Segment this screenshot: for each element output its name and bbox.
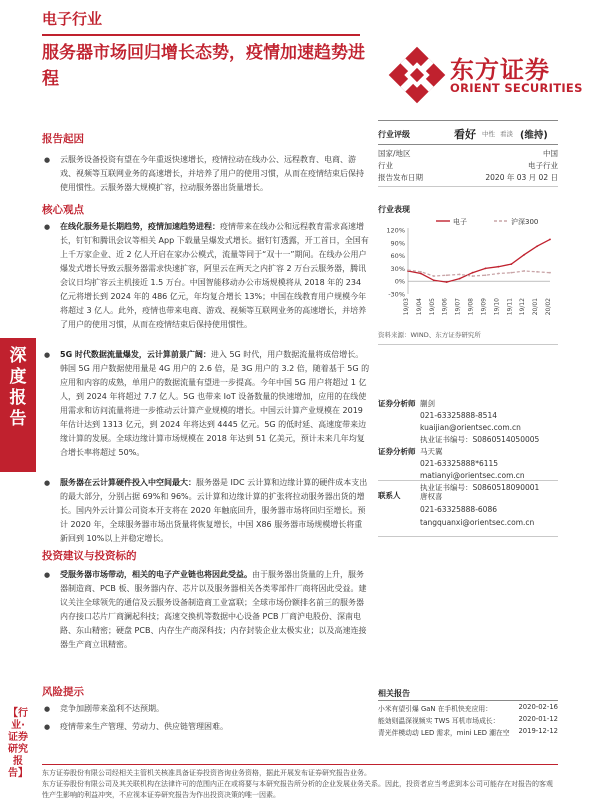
core-point-3-lead: 服务器在云计算硬件投入中空间最大：: [60, 478, 196, 487]
origin-paragraph: [42, 153, 370, 195]
data-point: [536, 271, 538, 273]
industry-heading: 电子行业: [42, 10, 103, 28]
logo-chinese-name: 东方证券: [450, 56, 550, 84]
rating-label: 行业评级: [378, 130, 410, 139]
x-tick-label: 19/08: [467, 298, 475, 316]
risk-item-2: ● 疫情带来生产管理、劳动力、供应链管理困难。: [42, 720, 370, 734]
y-tick-label: 0%: [394, 277, 405, 286]
x-tick-label: 20/01: [532, 298, 540, 316]
analyst-bottom-rule: [378, 480, 558, 481]
related-reports: [378, 688, 558, 748]
rating-bottom-rule: [378, 144, 558, 145]
section-title-invest: 投资建议与投资标的: [42, 550, 137, 562]
data-point: [472, 272, 474, 274]
contact-email[interactable]: tangquanxi@orientsec.com.cn: [420, 518, 535, 527]
chart-title: 行业表现: [378, 205, 410, 214]
core-point-1-lead: 在线化服务是长期趋势，疫情加速趋势进程：: [60, 222, 220, 231]
core-point-2-lead: 5G 时代数据流量爆发，云计算前景广阔：: [60, 350, 211, 359]
report-category-label: 【行业·证券研究报告】: [8, 708, 28, 779]
data-point: [459, 273, 461, 275]
data-point: [536, 245, 538, 247]
data-point: [485, 274, 487, 276]
section-title-origin: 报告起因: [42, 133, 84, 145]
performance-chart: [378, 216, 558, 326]
footer-disclaimer: [42, 768, 558, 801]
related-item-date: 2020-01-12: [518, 715, 558, 723]
data-point: [407, 269, 409, 271]
data-point: [446, 274, 448, 276]
x-tick-label: 19/12: [519, 298, 527, 316]
data-point: [485, 268, 487, 270]
risk-list: [42, 702, 370, 734]
data-point: [510, 263, 512, 265]
core-point-2-text: 进入 5G 时代，用户数据流量将成倍增长。韩国 5G 用户数据使用量是 4G 用户的 2.6 倍，是 3G 用户的 3.2 倍，随着基于 5G 的应用和内容的成熟，单用户的数据流量有望进一步提高。今年中国 5G 用户将超过 1 亿人，到 2024 年将超过 7.7 亿人。5G 也带来 IoT 设备数量的快速增加，应用的在线使用需求和访问流量将进一步推动云计算产业规模的增长。中国云计算产业规模在 2019 年估计达到 1313 亿元，到 2024 年将达到 4445 亿元。5G 的低时延、高速度带来边缘计算的发展。全球边缘计算市场规模在 2018 年达到 51 亿美元，预计未来几年均复合增长率将超过 50%。: [60, 350, 370, 457]
related-item-title[interactable]: 能効则温深视频实 TWS 耳机市场成长：: [378, 717, 500, 725]
rating-top-rule: [378, 120, 558, 121]
sidebar-info: [378, 118, 558, 638]
rating-watch: 看淡: [500, 130, 513, 138]
footer-line-2: 东方证券股份有限公司及其关联机构在法律许可的范围内正在或将要与本研究报告所分析的企业发展业务关系。因此，投资者应当考虑到本公司可能存在对报告的客观性产生影响的利益冲突，不应视本证券研究报告为作出投资决策的唯一因素。: [42, 780, 553, 799]
rating-status: (维持): [520, 130, 548, 141]
core-point-1: [42, 220, 370, 332]
analyst-label-1: 证券分析师: [378, 399, 416, 408]
x-tick-label: 19/10: [493, 298, 501, 316]
contact-phone: 021-63325888-6086: [420, 505, 497, 514]
legend-label: 电子: [453, 218, 467, 226]
section-title-core: 核心观点: [42, 204, 84, 216]
related-item-title[interactable]: 小米有望引爆 GaN 在手机快充应用：: [378, 705, 492, 713]
meta-country-value: 中国: [543, 149, 558, 158]
x-tick-label: 19/11: [506, 298, 514, 316]
core-point-3: [42, 476, 370, 546]
analyst-1-name: 蒯剑: [420, 399, 435, 408]
data-point: [549, 272, 551, 274]
related-item-date: 2020-02-16: [518, 703, 558, 711]
data-point: [549, 238, 551, 240]
data-point: [433, 275, 435, 277]
meta-industry-row: [378, 160, 558, 172]
legend-label: 沪深300: [511, 218, 539, 226]
section-title-risk: 风险提示: [42, 686, 84, 698]
data-point: [459, 278, 461, 280]
analyst-1: [420, 398, 560, 446]
data-point: [523, 254, 525, 256]
y-tick-label: 90%: [390, 239, 405, 248]
meta-industry-label: 行业: [378, 161, 393, 170]
invest-lead: 受服务器市场带动，相关的电子产业链也将因此受益。: [60, 570, 252, 579]
related-item-date: 2019-12-12: [518, 727, 558, 735]
y-tick-label: 120%: [386, 226, 405, 235]
y-tick-label: 60%: [390, 252, 405, 261]
logo-icon: [388, 46, 446, 104]
related-title: 相关报告: [378, 689, 410, 698]
contact: [420, 490, 560, 529]
x-tick-label: 19/09: [480, 298, 488, 316]
meta-country-row: [378, 148, 558, 160]
x-tick-label: 19/03: [403, 298, 410, 316]
meta-country-label: 国家/地区: [378, 149, 411, 158]
header-rule: [42, 34, 360, 36]
contact-bottom-rule: [378, 536, 558, 537]
related-top-rule: [378, 700, 558, 701]
contact-name: 唐权喜: [420, 492, 443, 501]
data-point: [497, 273, 499, 275]
core-point-3-text: 服务器是 IDC 云计算和边缘计算的硬件成本支出的最大部分，分别占据 69%和 96%。云计算和边缘计算的扩张将拉动服务器出货的增长。国内外云计算公司资本开支将在 2020 年触底回升，服务器市场将回归至增长。预计 2020 年，全球服务器市场出货量将恢复增长，中国 X86 服务器市场规模增长将重新回到 10%以上并稳定增长。: [60, 478, 368, 543]
core-point-1-text: 疫情带来在线办公和远程教育需求高速增长，钉钉和腾讯会议等相关 App 下载量呈爆发式增长。据钉钉透露，开工首日，全国有上千万家企业、近 2 亿人开启在家办公模式，流量等同于“双十一”期间。在线办公用户爆发式增长导致云服务器需求快速扩容，阿里云在两天之内扩容 2 万台云服务器，腾讯会议日均扩容云主机接近 1.5 万台。中国智能移动办公市场规模将从 2018 年的 234 亿元将增长到 2024 年的 486 亿元，年均复合增长 13%；中国在线教育用户规模今年将超过 3 亿人。此外，疫情也带来电商、游戏、视频等互联网业务的高速增长，并培养了用户的使用习惯，从而在疫情结束后保持使用惯性。: [60, 222, 369, 329]
related-item-title[interactable]: 青光伴模动动 LED 需求，mini LED 潮在空: [378, 729, 510, 737]
meta-date-value: 2020 年 03 月 02 日: [485, 173, 558, 182]
related-item[interactable]: [378, 715, 558, 727]
rating-neutral: 中性: [482, 130, 495, 138]
meta-industry-value: 电子行业: [528, 161, 558, 170]
contact-label: 联系人: [378, 491, 401, 500]
y-tick-label: -30%: [388, 290, 405, 299]
y-tick-label: 30%: [390, 264, 405, 273]
analyst-2-cert: 执业证书编号：S0860518090001: [420, 483, 540, 492]
origin-text: ● 云服务设备投资有望在今年重返快速增长，疫情拉动在线办公、远程教育、电商、游戏、视频等互联网业务的高速增长，并培养了用户的使用习惯，从而在疫情结束后保持使用惯性。云服务器大规模扩容，拉动服务器出货量增长。: [42, 153, 370, 195]
related-item[interactable]: [378, 727, 558, 739]
data-point: [497, 266, 499, 268]
analyst-1-email[interactable]: kuaijian@orientsec.com.cn: [420, 423, 521, 432]
report-type-label: 深度报告: [9, 346, 27, 429]
x-tick-label: 19/04: [415, 298, 423, 316]
analyst-2-email[interactable]: matianyi@orientsec.com.cn: [420, 471, 525, 480]
data-point: [446, 281, 448, 283]
data-point: [523, 270, 525, 272]
invest-text: 由于服务器出货量的上升，服务器制造商、PCB 板、服务器内存、芯片以及服务器相关各类零部件厂商将因此受益。建议关注全球领先的通信及云服务设备制造商工业富联；全球市场份额排名前三的服务器内存接口芯片厂商澜起科技；高速交换机等数据中心设备 PCB 厂商沪电股份、深南电路、东山精密；硬盘 PCB、内存生产商深科技；内存封装企业太极实业；以及高速连接器生产商立讯精密。: [60, 570, 367, 649]
analyst-1-cert: 执业证书编号：S0860514050005: [420, 435, 540, 444]
meta-date-row: [378, 172, 558, 184]
footer-line-1: 东方证券股份有限公司经相关主管机关核准具备证券投资咨询业务资格，据此开展发布证券研究报告业务。: [42, 769, 371, 777]
analyst-2: [420, 446, 560, 494]
data-point: [420, 271, 422, 273]
x-tick-label: 20/02: [545, 298, 552, 316]
related-item[interactable]: [378, 703, 558, 715]
data-point: [420, 273, 422, 275]
meta-date-label: 报告发布日期: [378, 173, 423, 182]
analyst-label-2: 证券分析师: [378, 447, 416, 456]
risk-item-1: ● 竞争加剧带来盈利不达预期。: [42, 702, 370, 716]
logo-english-name: ORIENT SECURITIES: [450, 81, 583, 95]
data-point: [472, 275, 474, 277]
footer-rule: [42, 764, 558, 765]
x-tick-label: 19/07: [454, 298, 462, 316]
data-point: [433, 279, 435, 281]
chart-source: 资料来源：WIND、东方证券研究所: [378, 331, 481, 339]
analyst-1-phone: 021-63325888-8514: [420, 411, 497, 420]
orient-securities-logo: [388, 46, 583, 106]
x-tick-label: 19/05: [428, 298, 436, 316]
meta-bottom-rule: [378, 186, 558, 187]
rating-value: 看好: [454, 128, 476, 141]
invest-paragraph: [42, 568, 370, 652]
data-point: [510, 272, 512, 274]
analyst-2-phone: 021-63325888*6115: [420, 459, 499, 468]
x-tick-label: 19/06: [441, 298, 449, 316]
analyst-2-name: 马天翼: [420, 447, 443, 456]
core-point-2: [42, 348, 370, 460]
report-title: 服务器市场回归增长态势，疫情加速趋势进程: [42, 43, 365, 89]
chart-bottom-rule: [378, 344, 558, 345]
rating-row: [378, 126, 558, 142]
